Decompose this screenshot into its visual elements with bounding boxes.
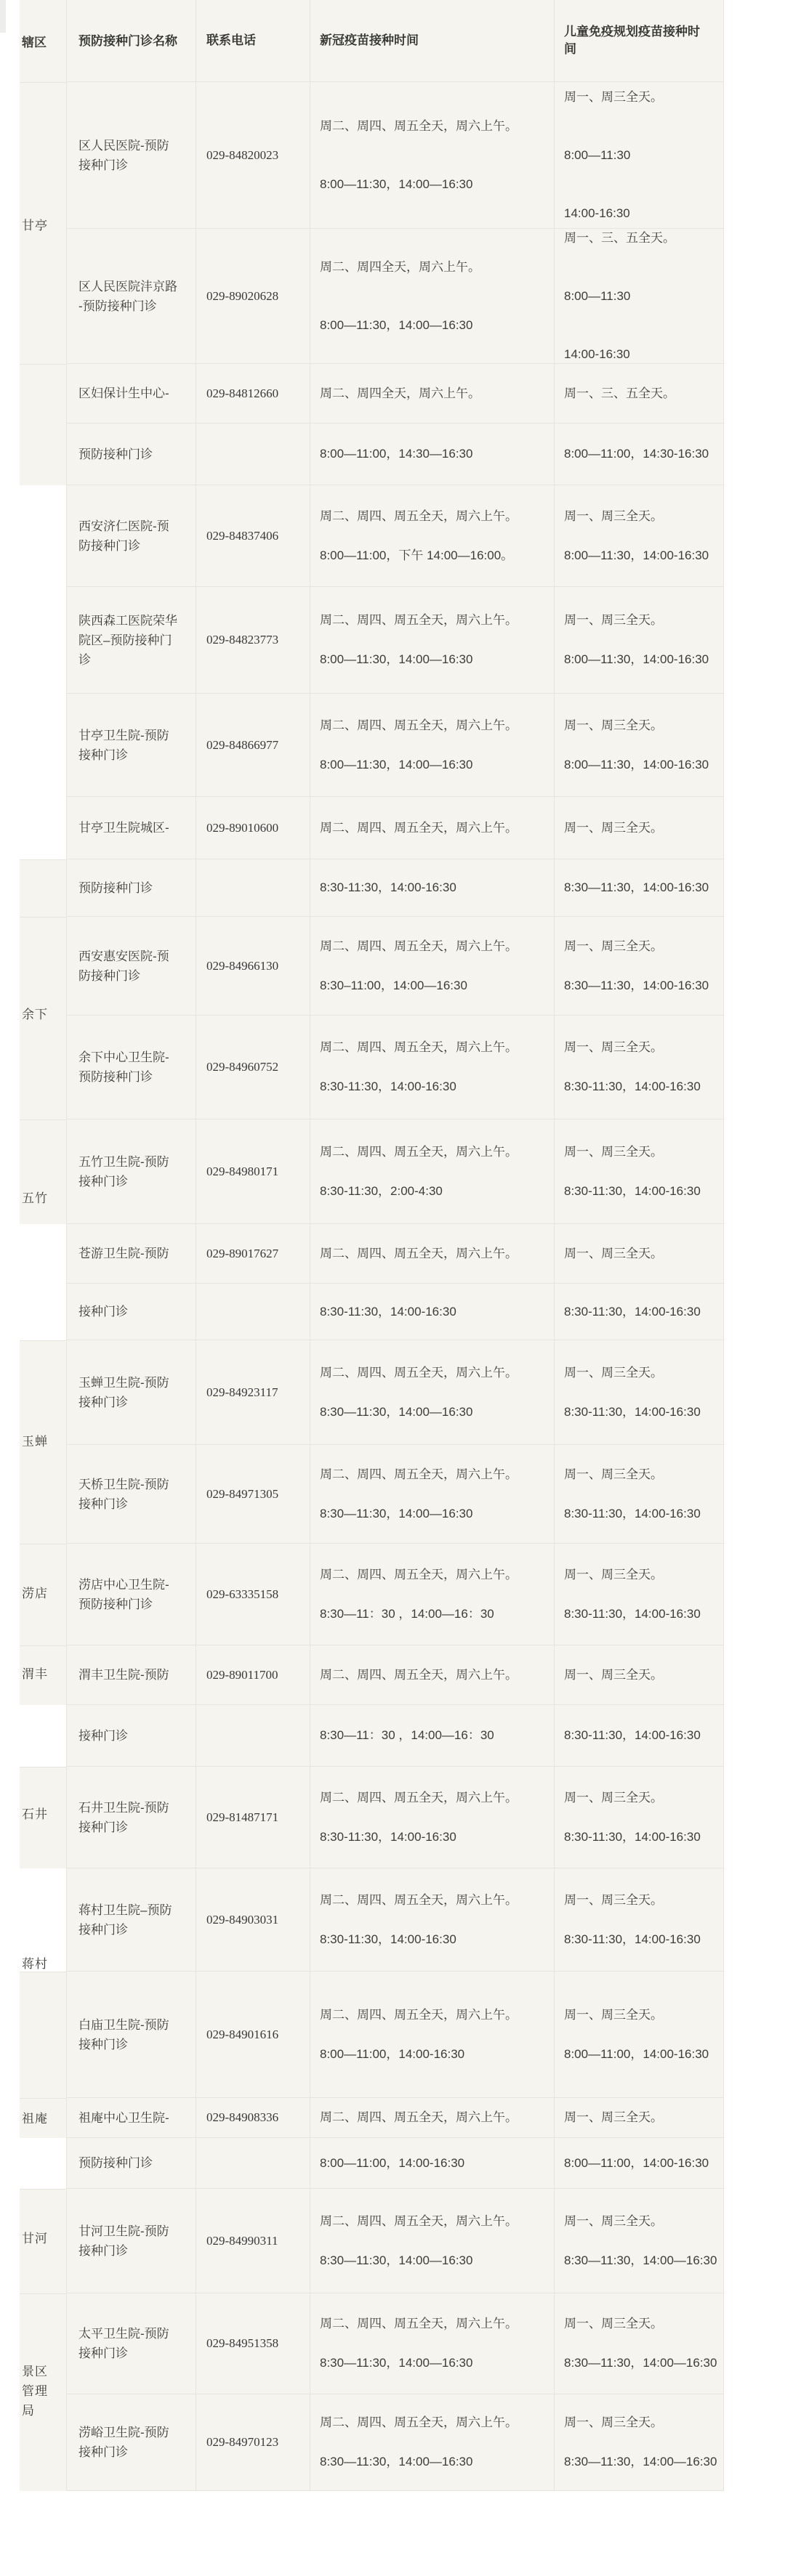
covid-schedule-cell: 周二、周四、周五全天，周六上午。 8:00—11:30，14:00—16:30	[310, 694, 554, 796]
phone-cell: 029-84837406	[196, 485, 310, 586]
page-edge-artifact	[0, 0, 6, 33]
district-label: 渭丰	[22, 1667, 48, 1681]
children-schedule-cell: 周一、周三全天。 8:00—11:00，14:00-16:30	[554, 1972, 724, 2097]
phone-cell: 029-84990311	[196, 2189, 310, 2293]
children-schedule-cell: 周一、周三全天。 8:00—11:30 14:00-16:30	[554, 82, 724, 228]
district-label: 余下	[22, 1008, 48, 1021]
phone-cell: 029-84966130	[196, 917, 310, 1015]
table-row	[66, 1705, 724, 1767]
clinic-name-cell: 涝峪卫生院-预防 接种门诊	[66, 2394, 196, 2490]
phone-cell: 029-84812660	[196, 364, 310, 423]
covid-schedule-cell: 周二、周四、周五全天，周六上午。 8:30—11:30，14:00—16:30	[310, 2189, 554, 2293]
children-schedule-cell: 周一、周三全天。 8:30—11:30，14:00—16:30	[554, 2394, 724, 2490]
covid-schedule-cell: 周二、周四、周五全天，周六上午。 8:30—11:30，14:00—16:30	[310, 2394, 554, 2490]
phone-cell	[196, 2138, 310, 2188]
table-row	[66, 797, 724, 859]
clinic-name-cell: 接种门诊	[66, 1705, 196, 1766]
table-row	[66, 1972, 724, 2098]
children-schedule-cell: 8:00—11:00，14:00-16:30	[554, 2138, 724, 2188]
children-schedule-cell: 周一、周三全天。 8:30-11:30，14:00-16:30	[554, 1119, 724, 1223]
district-label: 玉蝉	[22, 1435, 48, 1449]
clinic-name-cell: 甘亭卫生院城区-	[66, 797, 196, 859]
table-row	[66, 364, 724, 424]
children-schedule-cell: 周一、周三全天。	[554, 797, 724, 859]
clinic-name-cell: 预防接种门诊	[66, 2138, 196, 2188]
clinic-name-cell: 余下中心卫生院- 预防接种门诊	[66, 1016, 196, 1119]
phone-cell: 029-84903031	[196, 1868, 310, 1971]
phone-cell	[196, 424, 310, 485]
table-row	[66, 1445, 724, 1544]
clinic-name-cell: 蒋村卫生院–预防 接种门诊	[66, 1868, 196, 1971]
phone-cell: 029-89017627	[196, 1224, 310, 1283]
clinic-name-cell: 甘河卫生院-预防 接种门诊	[66, 2189, 196, 2293]
phone-cell: 029-84971305	[196, 1445, 310, 1543]
table-row	[66, 1868, 724, 1972]
district-cell-五竹	[20, 1119, 66, 1224]
covid-schedule-cell: 周二、周四、周五全天，周六上午。 8:30-11:30，14:00-16:30	[310, 1868, 554, 1971]
children-schedule-cell: 周一、周三全天。 8:00—11:30，14:00-16:30	[554, 587, 724, 693]
table-row	[66, 2138, 724, 2189]
phone-cell: 029-84820023	[196, 82, 310, 228]
district-column	[20, 0, 66, 2491]
children-schedule-cell: 8:00—11:00，14:30-16:30	[554, 424, 724, 485]
phone-cell: 029-81487171	[196, 1767, 310, 1868]
clinic-name-cell: 渭丰卫生院-预防	[66, 1645, 196, 1704]
district-cell-empty	[20, 364, 66, 485]
phone-cell: 029-63335158	[196, 1544, 310, 1645]
phone-cell: 029-84901616	[196, 1972, 310, 2097]
clinic-name-cell: 苍游卫生院-预防	[66, 1224, 196, 1283]
district-label: 五竹	[22, 1191, 48, 1205]
district-label: 蒋村	[22, 1957, 48, 1971]
district-cell-涝店	[20, 1544, 66, 1645]
header-clinic-name: 预防接种门诊名称	[66, 0, 196, 81]
district-cell-甘亭	[20, 82, 66, 364]
district-cell-蒋村	[20, 1868, 66, 1972]
clinic-name-cell: 涝店中心卫生院- 预防接种门诊	[66, 1544, 196, 1645]
covid-schedule-cell: 周二、周四、周五全天，周六上午。 8:30—11:30，14:00—16:30	[310, 2293, 554, 2394]
district-label: 祖庵	[22, 2112, 48, 2126]
district-cell-empty	[20, 1972, 66, 2098]
clinic-name-cell: 天桥卫生院-预防 接种门诊	[66, 1445, 196, 1543]
covid-schedule-cell: 周二、周四、周五全天，周六上午。 8:00—11:00，14:00-16:30	[310, 1972, 554, 2097]
covid-schedule-cell: 周二、周四全天，周六上午。	[310, 364, 554, 423]
table-row	[66, 1016, 724, 1119]
phone-cell: 029-84960752	[196, 1016, 310, 1119]
district-cell-石井	[20, 1767, 66, 1868]
covid-schedule-cell: 周二、周四、周五全天，周六上午。	[310, 2098, 554, 2137]
phone-cell: 029-89020628	[196, 229, 310, 363]
table-row	[66, 587, 724, 694]
clinic-table	[66, 0, 724, 2491]
covid-schedule-cell: 周二、周四、周五全天，周六上午。 8:30-11:30，2:00-4:30	[310, 1119, 554, 1223]
children-schedule-cell: 8:30-11:30，14:00-16:30	[554, 1705, 724, 1766]
children-schedule-cell: 周一、周三全天。	[554, 2098, 724, 2137]
clinic-name-cell: 预防接种门诊	[66, 859, 196, 916]
clinic-name-cell: 区人民医院-预防 接种门诊	[66, 82, 196, 228]
children-schedule-cell: 周一、周三全天。 8:30—11:30，14:00—16:30	[554, 2189, 724, 2293]
clinic-name-cell: 接种门诊	[66, 1284, 196, 1340]
clinic-name-cell: 白庙卫生院-预防 接种门诊	[66, 1972, 196, 2097]
covid-schedule-cell: 周二、周四、周五全天，周六上午。 8:00—11:30，14:00—16:30	[310, 82, 554, 228]
table-row	[66, 2189, 724, 2293]
table-row	[66, 424, 724, 485]
children-schedule-cell: 周一、周三全天。 8:30-11:30，14:00-16:30	[554, 1868, 724, 1971]
table-row	[66, 1544, 724, 1645]
phone-cell: 029-84980171	[196, 1119, 310, 1223]
phone-cell: 029-84923117	[196, 1340, 310, 1444]
covid-schedule-cell: 周二、周四、周五全天，周六上午。 8:00—11:30，14:00—16:30	[310, 587, 554, 693]
district-cell-祖庵	[20, 2098, 66, 2138]
table-row	[66, 1767, 724, 1868]
covid-schedule-cell: 周二、周四全天，周六上午。 8:00—11:30，14:00—16:30	[310, 229, 554, 363]
phone-cell	[196, 1705, 310, 1766]
covid-schedule-cell: 周二、周四、周五全天，周六上午。 8:30-11:30，14:00-16:30	[310, 1767, 554, 1868]
table-row	[66, 1224, 724, 1284]
phone-cell: 029-89010600	[196, 797, 310, 859]
clinic-name-cell: 甘亭卫生院-预防 接种门诊	[66, 694, 196, 796]
district-cell-景区管理局	[20, 2293, 66, 2491]
clinic-name-cell: 区人民医院沣京路 -预防接种门诊	[66, 229, 196, 363]
clinic-name-cell: 太平卫生院-预防 接种门诊	[66, 2293, 196, 2394]
phone-cell: 029-84866977	[196, 694, 310, 796]
children-schedule-cell: 周一、周三全天。 8:30-11:30，14:00-16:30	[554, 1767, 724, 1868]
phone-cell: 029-84970123	[196, 2394, 310, 2490]
district-cell-empty	[20, 2138, 66, 2189]
district-cell-empty	[20, 485, 66, 859]
district-cell-empty	[20, 859, 66, 917]
district-label: 辖区	[22, 36, 47, 49]
covid-schedule-cell: 8:30—11：30 ，14:00—16：30	[310, 1705, 554, 1766]
children-schedule-cell: 周一、周三全天。 8:00—11:30，14:00-16:30	[554, 694, 724, 796]
covid-schedule-cell: 周二、周四、周五全天，周六上午。 8:30—11:30，14:00—16:30	[310, 1340, 554, 1444]
district-cell-玉蝉	[20, 1340, 66, 1544]
table-row	[66, 229, 724, 364]
covid-schedule-cell: 周二、周四、周五全天，周六上午。 8:30-11:30，14:00-16:30	[310, 1016, 554, 1119]
district-label: 甘河	[22, 2232, 48, 2245]
children-schedule-cell: 周一、周三全天。 8:00—11:30，14:00-16:30	[554, 485, 724, 586]
table-row	[66, 1284, 724, 1340]
table-header-row	[66, 0, 724, 82]
district-cell-辖区	[20, 0, 66, 82]
table-row	[66, 2293, 724, 2394]
district-cell-渭丰	[20, 1645, 66, 1705]
children-schedule-cell: 8:30-11:30，14:00-16:30	[554, 1284, 724, 1340]
phone-cell: 029-84951358	[196, 2293, 310, 2394]
header-children-schedule: 儿童免疫规划疫苗接种时间	[554, 0, 724, 81]
district-cell-empty	[20, 1224, 66, 1340]
children-schedule-cell: 周一、周三全天。 8:30-11:30，14:00-16:30	[554, 1544, 724, 1645]
phone-cell: 029-84823773	[196, 587, 310, 693]
phone-cell: 029-89011700	[196, 1645, 310, 1704]
phone-cell	[196, 1284, 310, 1340]
district-label: 景区管理局	[22, 2365, 48, 2418]
covid-schedule-cell: 周二、周四、周五全天，周六上午。 8:30–11:00，14:00—16:30	[310, 917, 554, 1015]
district-cell-empty	[20, 1705, 66, 1767]
clinic-name-cell: 西安惠安医院-预 防接种门诊	[66, 917, 196, 1015]
clinic-name-cell: 预防接种门诊	[66, 424, 196, 485]
table-row	[66, 1119, 724, 1224]
children-schedule-cell: 周一、周三全天。 8:30—11:30，14:00-16:30	[554, 917, 724, 1015]
table-row	[66, 2098, 724, 2138]
children-schedule-cell: 周一、周三全天。 8:30-11:30，14:00-16:30	[554, 1445, 724, 1543]
children-schedule-cell: 周一、三、五全天。	[554, 364, 724, 423]
table-row	[66, 917, 724, 1016]
clinic-name-cell: 五竹卫生院-预防 接种门诊	[66, 1119, 196, 1223]
district-label: 石井	[22, 1807, 48, 1821]
header-phone: 联系电话	[196, 0, 310, 81]
clinic-name-cell: 玉蝉卫生院-预防 接种门诊	[66, 1340, 196, 1444]
table-row	[66, 82, 724, 229]
district-cell-余下	[20, 917, 66, 1119]
phone-cell	[196, 859, 310, 916]
district-label: 涝店	[22, 1587, 48, 1600]
table-row	[66, 2394, 724, 2491]
children-schedule-cell: 周一、周三全天。 8:30-11:30，14:00-16:30	[554, 1340, 724, 1444]
clinic-name-cell: 西安济仁医院-预 防接种门诊	[66, 485, 196, 586]
children-schedule-cell: 周一、周三全天。 8:30-11:30，14:00-16:30	[554, 1016, 724, 1119]
children-schedule-cell: 周一、周三全天。 8:30—11:30，14:00—16:30	[554, 2293, 724, 2394]
phone-cell: 029-84908336	[196, 2098, 310, 2137]
covid-schedule-cell: 周二、周四、周五全天，周六上午。 8:30—11:30，14:00—16:30	[310, 1445, 554, 1543]
table-row	[66, 859, 724, 917]
district-cell-甘河	[20, 2189, 66, 2293]
children-schedule-cell: 8:30—11:30，14:00-16:30	[554, 859, 724, 916]
clinic-name-cell: 祖庵中心卫生院-	[66, 2098, 196, 2137]
table-row	[66, 1340, 724, 1445]
clinic-name-cell: 石井卫生院-预防 接种门诊	[66, 1767, 196, 1868]
clinic-name-cell: 区妇保计生中心-	[66, 364, 196, 423]
header-covid-schedule: 新冠疫苗接种时间	[310, 0, 554, 81]
covid-schedule-cell: 周二、周四、周五全天，周六上午。	[310, 1645, 554, 1704]
covid-schedule-cell: 周二、周四、周五全天，周六上午。	[310, 797, 554, 859]
district-label: 甘亭	[22, 219, 48, 232]
covid-schedule-cell: 8:00—11:00，14:30—16:30	[310, 424, 554, 485]
covid-schedule-cell: 8:30-11:30，14:00-16:30	[310, 859, 554, 916]
covid-schedule-cell: 周二、周四、周五全天，周六上午。	[310, 1224, 554, 1283]
table-row	[66, 694, 724, 797]
covid-schedule-cell: 8:00—11:00，14:00-16:30	[310, 2138, 554, 2188]
children-schedule-cell: 周一、三、五全天。 8:00—11:30 14:00-16:30	[554, 229, 724, 363]
clinic-name-cell: 陕西森工医院荣华 院区–预防接种门 诊	[66, 587, 196, 693]
children-schedule-cell: 周一、周三全天。	[554, 1224, 724, 1283]
covid-schedule-cell: 8:30-11:30，14:00-16:30	[310, 1284, 554, 1340]
covid-schedule-cell: 周二、周四、周五全天，周六上午。 8:00—11:00，下午 14:00—16:00。	[310, 485, 554, 586]
children-schedule-cell: 周一、周三全天。	[554, 1645, 724, 1704]
covid-schedule-cell: 周二、周四、周五全天，周六上午。 8:30—11：30 ，14:00—16：30	[310, 1544, 554, 1645]
table-row	[66, 1645, 724, 1705]
table-row	[66, 485, 724, 587]
